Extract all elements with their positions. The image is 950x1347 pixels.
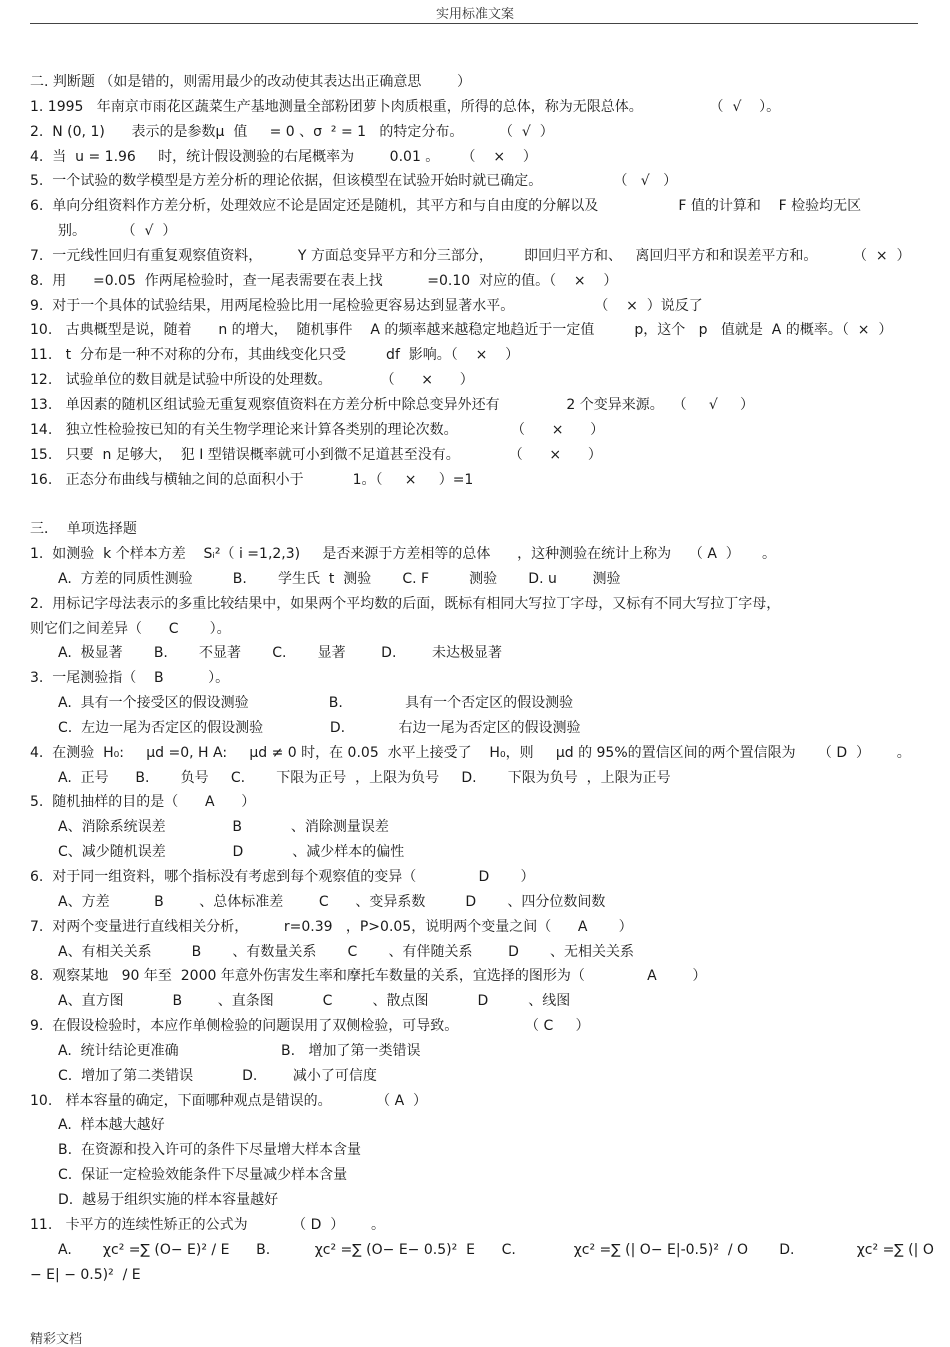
choice-question-line: 2. 用标记字母法表示的多重比较结果中，如果两个平均数的后面，既标有相同大写拉丁字母，又标有不同大写拉丁字母， xyxy=(30,595,781,612)
judgment-item: 6. 单向分组资料作方差分析，处理效应不论是固定还是随机，其平方和与自由度的分解以及 F 值的计算和 F 检验均无区 xyxy=(30,198,862,215)
choice-option-line: C. 左边一尾为否定区的假设测验 D. 右边一尾为否定区的假设测验 xyxy=(58,719,581,736)
choice-option-line: A、有相关关系 B 、有数量关系 C 、有伴随关系 D 、无相关关系 xyxy=(58,943,634,960)
judgment-item-continuation: 别。 （ √ ） xyxy=(58,223,177,240)
choice-option-line: C. 增加了第二类错误 D. 减小了可信度 xyxy=(58,1067,377,1084)
choice-question-line: 5. 随机抽样的目的是（ A ） xyxy=(30,794,256,811)
judgment-item: 9. 对于一个具体的试验结果，用两尾检验比用一尾检验更容易达到显著水平。 （ × ）说反了 xyxy=(30,297,703,314)
choice-question-line: − E| − 0.5)² / E xyxy=(30,1266,141,1283)
choice-option-line: A、方差 B 、总体标准差 C 、变异系数 D 、四分位数间数 xyxy=(58,893,606,910)
judgment-item: 1. 1995 年南京市雨花区蔬菜生产基地测量全部粉团萝卜肉质根重，所得的总体，称为无限总体。 （ √ ）。 xyxy=(30,98,781,115)
choice-question-line: 1. 如测验 k 个样本方差 Sᵢ²（ i =1,2,3) 是否来源于方差相等的总体 ，这种测验在统计上称为 （ A ） 。 xyxy=(30,546,777,563)
judgment-item: 7. 一元线性回归有重复观察值资料， Y 方面总变异平方和分三部分， 即回归平方和、 离回归平方和和误差平方和。 （ × ） xyxy=(30,247,911,264)
header-divider xyxy=(30,23,918,24)
document-body xyxy=(30,70,934,1287)
choice-question-line: 7. 对两个变量进行直线相关分析， r=0.39 ，P>0.05，说明两个变量之间（ A ） xyxy=(30,918,633,935)
choice-option-line: A、消除系统误差 B 、消除测量误差 xyxy=(58,819,389,836)
judgment-item: 2. N (0, 1) 表示的是参数μ 值 = 0 、σ ² = 1 的特定分布。 （ √ ） xyxy=(30,123,554,140)
choice-option-line: A. 具有一个接受区的假设测验 B. 具有一个否定区的假设测验 xyxy=(58,695,574,712)
judgment-item: 12. 试验单位的数目就是试验中所设的处理数。 （ × ） xyxy=(30,372,474,389)
choice-question-line: 3. 一尾测验指（ B ）。 xyxy=(30,670,230,687)
choice-question-line: 4. 在测验 H₀: μd =0, H A: μd ≠ 0 时，在 0.05 水平上接受了 H₀，则 μd 的 95%的置信区间的两个置信限为 （ D ） 。 xyxy=(30,744,911,761)
judgment-item: 11. t 分布是一种不对称的分布，其曲线变化只受 df 影响。（ × ） xyxy=(30,347,520,364)
page-footer: 精彩文档 xyxy=(30,1332,83,1347)
choice-option-line: D. 越易于组织实施的样本容量越好 xyxy=(58,1191,279,1208)
choice-option-line: C、减少随机误差 D 、减少样本的偏性 xyxy=(58,844,405,861)
choice-question-line: 8. 观察某地 90 年至 2000 年意外伤害发生率和摩托车数量的关系，宜选择的图形为（ A ） xyxy=(30,968,707,985)
judgment-item: 10. 古典概型是说，随着 n 的增大， 随机事件 A 的频率越来越稳定地趋近于一定值 p，这个 p 值就是 A 的概率。（ × ） xyxy=(30,322,893,339)
choice-question-line: 9. 在假设检验时，本应作单侧检验的问题误用了双侧检验，可导致。 （ C ） xyxy=(30,1018,590,1035)
choice-section-title: 三． 单项选择题 xyxy=(30,521,137,538)
choice-option-line: A. 极显著 B. 不显著 C. 显著 D. 未达极显著 xyxy=(58,645,503,662)
judgment-section-title: 二. 判断题 （如是错的，则需用最少的改动使其表达出正确意思 ） xyxy=(30,74,471,90)
judgment-item: 13. 单因素的随机区组试验无重复观察值资料在方差分析中除总变异外还有 2 个变异来源。 （ √ ） xyxy=(30,396,755,413)
choice-question-list xyxy=(30,542,934,1287)
judgment-item: 16. 正态分布曲线与横轴之间的总面积小于 1。（ × ）=1 xyxy=(30,471,474,488)
choice-option-line: A. χc² =∑ (O− E)² / E B. χc² =∑ (O− E− 0.5)² E C. χc² =∑ (| O− E|-0.5)² / O D. χc² =∑ (| O xyxy=(58,1241,934,1258)
choice-question-line: 则它们之间差异（ C ）。 xyxy=(30,620,231,637)
judgment-item: 4. 当 u = 1.96 时，统计假设测验的右尾概率为 0.01 。 （ × ） xyxy=(30,148,537,165)
judgment-item: 8. 用 =0.05 作两尾检验时，查一尾表需要在表上找 =0.10 对应的值。（ × ） xyxy=(30,272,618,289)
choice-option-line: A. 样本越大越好 xyxy=(58,1117,165,1134)
choice-option-line: C. 保证一定检验效能条件下尽量减少样本含量 xyxy=(58,1167,348,1184)
choice-option-line: A. 正号 B. 负号 C. 下限为正号 ，上限为负号 D. 下限为负号 ，上限为正号 xyxy=(58,769,671,786)
choice-question-line: 10. 样本容量的确定，下面哪种观点是错误的。 （ A ） xyxy=(30,1092,428,1109)
page-header: 实用标准文案 xyxy=(435,7,514,22)
choice-option-line: A、直方图 B 、直条图 C 、散点图 D 、线图 xyxy=(58,993,571,1010)
choice-question-line: 11. 卡平方的连续性矫正的公式为 （ D ） 。 xyxy=(30,1216,385,1233)
judgment-item: 15. 只要 n 足够大， 犯 I 型错误概率就可小到微不足道甚至没有。 （ × ） xyxy=(30,446,602,463)
judgment-item: 14. 独立性检验按已知的有关生物学理论来计算各类别的理论次数。 （ × ） xyxy=(30,421,605,438)
choice-option-line: A. 方差的同质性测验 B. 学生氏 t 测验 C. F 测验 D. u 测验 xyxy=(58,570,621,587)
choice-option-line: A. 统计结论更准确 B. 增加了第一类错误 xyxy=(58,1042,421,1059)
judgment-item: 5. 一个试验的数学模型是方差分析的理论依据，但该模型在试验开始时就已确定。 （ √ ） xyxy=(30,173,678,190)
choice-question-line: 6. 对于同一组资料，哪个指标没有考虑到每个观察值的变异（ D ） xyxy=(30,869,535,885)
choice-option-line: B. 在资源和投入许可的条件下尽量增大样本含量 xyxy=(58,1142,361,1159)
section-spacer xyxy=(30,492,920,517)
